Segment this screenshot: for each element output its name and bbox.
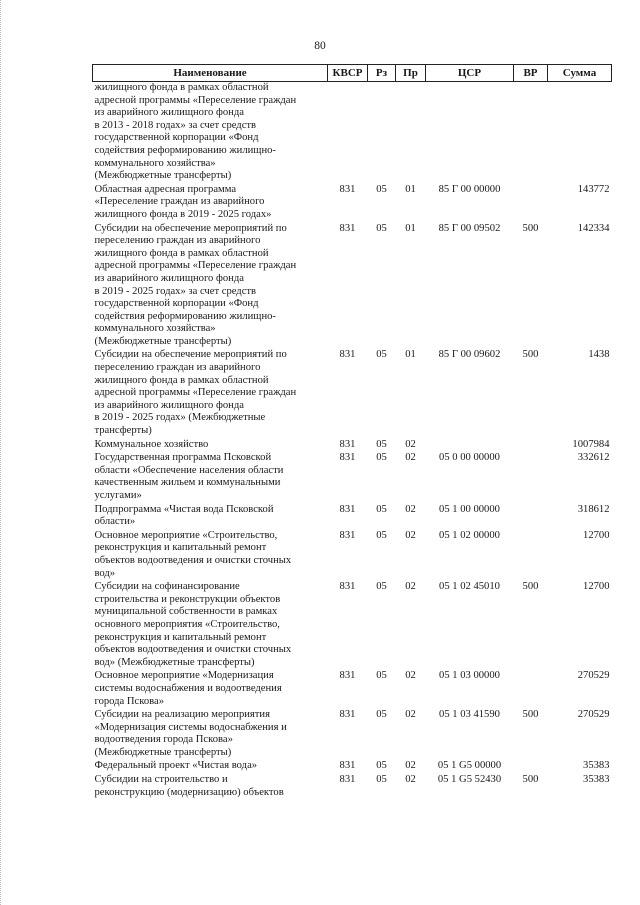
cell-sum: 143772 [577,183,610,195]
cell-rz: 05 [376,222,387,234]
cell-rz: 05 [376,503,387,515]
cell-sum: 270529 [577,670,610,682]
table-row [93,581,612,670]
cell-vr [514,530,548,581]
cell-pr [396,82,426,184]
cell-vr [514,452,548,503]
cell-sum: 1007984 [572,438,610,450]
cell-pr: 01 [405,183,416,195]
header-pr: Пр [396,65,426,82]
cell-vr: 500 [522,709,539,721]
cell-pr: 02 [405,670,416,682]
cell-name: Субсидии на софинансирование строительства и реконструкции объектов муниципальной собственности в рамках основного мероприятия «Строительство, реконструкция и капитальный ремонт объектов водоотведения и очистки сточных вод» (Межбюджетные трансферты) [94,581,292,668]
cell-pr: 02 [405,452,416,464]
cell-vr [514,760,548,774]
cell-kvsr: 831 [339,438,356,450]
header-name: Наименование [93,65,328,82]
header-kvsr: КВСР [328,65,368,82]
cell-vr: 500 [522,222,539,234]
table-row [93,82,612,184]
cell-sum: 318612 [577,503,610,515]
cell-vr: 500 [522,774,539,786]
cell-sum: 142334 [577,222,610,234]
cell-sum: 332612 [577,452,610,464]
cell-rz: 05 [376,452,387,464]
cell-pr: 02 [405,529,416,541]
cell-rz: 05 [376,349,387,361]
cell-csr: 05 1 02 00000 [439,529,500,541]
cell-name: Коммунальное хозяйство [94,438,209,450]
cell-sum: 1438 [588,349,610,361]
cell-pr: 02 [405,503,416,515]
cell-kvsr: 831 [339,774,356,786]
table-row [93,530,612,581]
table-row [93,504,612,530]
cell-pr: 02 [405,581,416,593]
cell-kvsr: 831 [339,529,356,541]
page-number: 80 [314,40,326,52]
cell-sum: 270529 [577,709,610,721]
cell-csr: 85 Г 00 00000 [438,183,501,195]
header-sum: Сумма [548,65,612,82]
cell-kvsr: 831 [339,581,356,593]
cell-csr: 85 Г 00 09602 [438,349,501,361]
table-row [93,223,612,350]
cell-sum [548,82,612,184]
cell-pr: 02 [405,774,416,786]
cell-kvsr: 831 [339,349,356,361]
cell-pr: 01 [405,349,416,361]
table-row [93,709,612,760]
table-row [93,760,612,774]
table-row [93,184,612,223]
table-row [93,349,612,438]
cell-name: Основное мероприятие «Модернизация системы водоснабжения и водоотведения города Пскова» [94,670,282,707]
cell-csr [426,82,514,184]
cell-rz: 05 [376,529,387,541]
cell-rz: 05 [376,438,387,450]
cell-csr [426,439,514,453]
cell-sum: 35383 [583,774,610,786]
cell-rz: 05 [376,581,387,593]
page-edge [0,0,4,905]
cell-vr [514,504,548,530]
cell-csr: 05 1 03 00000 [439,670,500,682]
cell-name: Основное мероприятие «Строительство, реконструкция и капитальный ремонт объектов водоотведения и очистки сточных вод» [94,529,292,579]
cell-name: Государственная программа Псковской области «Обеспечение населения области качественным жильем и коммунальными услугами» [94,452,284,501]
cell-sum: 12700 [583,581,610,593]
cell-name: Субсидии на обеспечение мероприятий по переселению граждан из аварийного жилищного фонда в рамках областной адресной программы «Переселение граждан из аварийного жилищного фонда в 2019 - 2025 годах» (Межбюджетные трансферты) [94,349,297,437]
cell-pr: 02 [405,438,416,450]
cell-vr [514,82,548,184]
cell-csr: 05 0 00 00000 [439,452,500,464]
table-row [93,774,612,800]
cell-rz: 05 [376,670,387,682]
cell-rz: 05 [376,709,387,721]
cell-kvsr: 831 [339,452,356,464]
cell-kvsr [328,82,368,184]
cell-vr [514,670,548,709]
cell-rz: 05 [376,183,387,195]
cell-name: Субсидии на обеспечение мероприятий по переселению граждан из аварийного жилищного фонда в рамках областной адресной программы «Переселение граждан из аварийного жилищного фонда в 2019 - 2025 годах» за счет средств государственной корпорации «Фонд содействия реформированию жилищно- коммунального хозяйства» (Межбюджетные трансферты) [94,222,297,347]
cell-name: Федеральный проект «Чистая вода» [94,760,258,772]
cell-name: Субсидии на строительство и реконструкцию (модернизацию) объектов [94,774,284,798]
header-vr: ВР [514,65,548,82]
cell-csr: 05 1 03 41590 [439,709,500,721]
cell-vr: 500 [522,349,539,361]
cell-rz [368,82,396,184]
cell-name: Областная адресная программа «Переселение граждан из аварийного жилищного фонда в 2019 - 2025 годах» [94,183,272,220]
cell-csr: 05 1 G5 00000 [437,760,502,772]
cell-pr: 02 [405,760,416,772]
budget-table [92,64,612,800]
cell-vr: 500 [522,581,539,593]
header-csr: ЦСР [426,65,514,82]
cell-kvsr: 831 [339,183,356,195]
cell-csr: 05 1 02 45010 [439,581,500,593]
cell-name: Субсидии на реализацию мероприятия «Модернизация системы водоснабжения и водоотведения города Пскова» (Межбюджетные трансферты) [94,709,287,758]
cell-kvsr: 831 [339,222,356,234]
header-rz: Рз [368,65,396,82]
cell-name: жилищного фонда в рамках областной адресной программы «Переселение граждан из аварийного жилищного фонда в 2013 - 2018 годах» за счет средств государственной корпорации «Фонд содействия реформированию жилищно- коммунального хозяйства» (Межбюджетные трансферты) [94,82,297,182]
cell-vr [514,184,548,223]
cell-kvsr: 831 [339,670,356,682]
cell-rz: 05 [376,760,387,772]
cell-name: Подпрограмма «Чистая вода Псковской области» [94,503,274,528]
table-row [93,670,612,709]
cell-sum: 35383 [583,760,610,772]
cell-kvsr: 831 [339,709,356,721]
cell-csr: 05 1 00 00000 [439,503,500,515]
cell-kvsr: 831 [339,760,356,772]
cell-pr: 02 [405,709,416,721]
cell-kvsr: 831 [339,503,356,515]
table-header-row [93,65,612,82]
cell-pr: 01 [405,222,416,234]
table-row [93,439,612,453]
cell-sum: 12700 [583,529,610,541]
cell-csr: 05 1 G5 52430 [437,774,502,786]
cell-vr [514,439,548,453]
table-row [93,452,612,503]
cell-rz: 05 [376,774,387,786]
cell-csr: 85 Г 00 09502 [438,222,501,234]
